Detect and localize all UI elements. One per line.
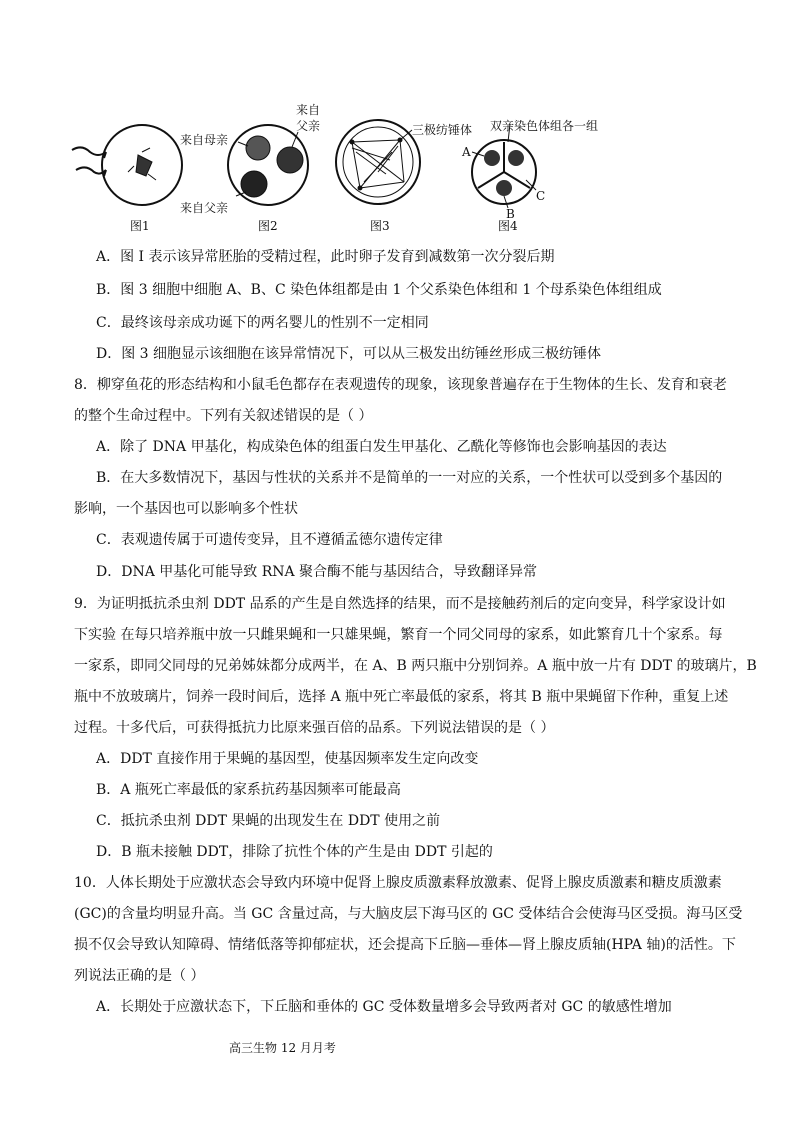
q8-option-b-line-2: 影响，一个基因也可以影响多个性状 — [74, 501, 298, 517]
q9-option-d: D．B 瓶未接触 DDT，排除了抗性个体的产生是由 DDT 引起的 — [96, 844, 493, 860]
label-tripolar-spindle: 三极纺锤体 — [412, 123, 473, 137]
label-from-father-bottom: 父亲 — [296, 119, 321, 133]
figure-strip — [60, 100, 660, 240]
label-cell-c: C — [536, 189, 546, 203]
q7-option-d: D．图 3 细胞显示该细胞在该异常情况下，可以从三极发出纺锤丝形成三极纺锤体 — [96, 346, 602, 362]
q8-option-a: A．除了 DNA 甲基化，构成染色体的组蛋白发生甲基化、乙酰化等修饰也会影响基因的表达 — [96, 439, 667, 455]
q9-stem-line-3: 一家系，即同父同母的兄弟姊妹都分成两半，在 A、B 两只瓶中分别饲养。A 瓶中放一片有 DDT 的玻璃片，B — [74, 658, 757, 674]
figure-caption-3: 图3 — [370, 219, 390, 233]
page-footer: 高三生物 12 月月考 — [229, 1041, 336, 1055]
q9-stem-line-4: 瓶中不放玻璃片，饲养一段时间后，选择 A 瓶中死亡率最低的家系，将其 B 瓶中果蝇留下作种，重复上述 — [74, 689, 729, 705]
q8-stem-line-2: 的整个生命过程中。下列有关叙述错误的是（ ） — [74, 408, 373, 424]
q9-stem-line-5: 过程。十多代后，可获得抵抗力比原来强百倍的品系。下列说法错误的是（ ） — [74, 720, 555, 736]
label-cell-a: A — [462, 145, 471, 159]
q7-option-b: B．图 3 细胞中细胞 A、B、C 染色体组都是由 1 个父系染色体组和 1 个母系染色体组组成 — [96, 282, 662, 298]
figure-4-three-cells — [461, 118, 598, 233]
label-cell-b: B — [506, 207, 515, 221]
q7-option-c: C．最终该母亲成功诞下的两名婴儿的性别不一定相同 — [96, 315, 429, 331]
q9-stem-line-2: 下实验 在每只培养瓶中放一只雌果蝇和一只雄果蝇，繁育一个同父同母的家系，如此繁育几十个家系。每 — [74, 627, 723, 643]
label-double-parent-sets: 双亲染色体组各一组 — [490, 119, 599, 133]
figure-caption-4: 图4 — [498, 219, 518, 233]
label-from-father-top: 来自 — [296, 103, 321, 117]
q10-option-a: A．长期处于应激状态下，下丘脑和垂体的 GC 受体数量增多会导致两者对 GC 的敏感性增加 — [96, 999, 672, 1015]
q7-option-a: A．图 I 表示该异常胚胎的受精过程，此时卵子发育到减数第一次分裂后期 — [96, 249, 555, 265]
q10-stem-line-2: (GC)的含量均明显升高。当 GC 含量过高，与大脑皮层下海马区的 GC 受体结合会使海马区受损。海马区受 — [74, 906, 743, 922]
figure-3-tripolar-spindle — [336, 120, 472, 233]
figure-caption-2: 图2 — [258, 219, 278, 233]
label-from-mother: 来自母亲 — [180, 133, 229, 147]
q8-stem-line-1: 8．柳穿鱼花的形态结构和小鼠毛色都存在表观遗传的现象，该现象普遍存在于生物体的生长、发育和衰老 — [74, 377, 727, 393]
q10-stem-line-3: 损不仅会导致认知障碍、情绪低落等抑郁症状，还会提高下丘脑—垂体—肾上腺皮质轴(HPA 轴)的活性。下 — [74, 937, 736, 953]
q9-option-c: C．抵抗杀虫剂 DDT 果蝇的出现发生在 DDT 使用之前 — [96, 813, 441, 829]
q8-option-b-line-1: B．在大多数情况下，基因与性状的关系并不是简单的一一对应的关系，一个性状可以受到多个基因的 — [96, 470, 723, 486]
q8-option-c: C．表观遗传属于可遗传变异，且不遵循孟德尔遗传定律 — [96, 532, 443, 548]
q9-option-b: B．A 瓶死亡率最低的家系抗药基因频率可能最高 — [96, 782, 401, 798]
figure-caption-1: 图1 — [130, 219, 150, 233]
q9-stem-line-1: 9．为证明抵抗杀虫剂 DDT 品系的产生是自然选择的结果，而不是接触药剂后的定向变异，科学家设计如 — [74, 596, 726, 612]
figure-1-egg-fertilization — [72, 125, 182, 233]
figure-2-pronuclei — [180, 102, 320, 233]
q9-option-a: A．DDT 直接作用于果蝇的基因型，使基因频率发生定向改变 — [96, 751, 479, 767]
q10-stem-line-4: 列说法正确的是（ ） — [74, 968, 205, 984]
q8-option-d: D．DNA 甲基化可能导致 RNA 聚合酶不能与基因结合，导致翻译异常 — [96, 564, 538, 580]
q10-stem-line-1: 10．人体长期处于应激状态会导致内环境中促肾上腺皮质激素释放激素、促肾上腺皮质激素和糖皮质激素 — [74, 875, 722, 891]
label-from-father-lower: 来自父亲 — [180, 201, 229, 215]
